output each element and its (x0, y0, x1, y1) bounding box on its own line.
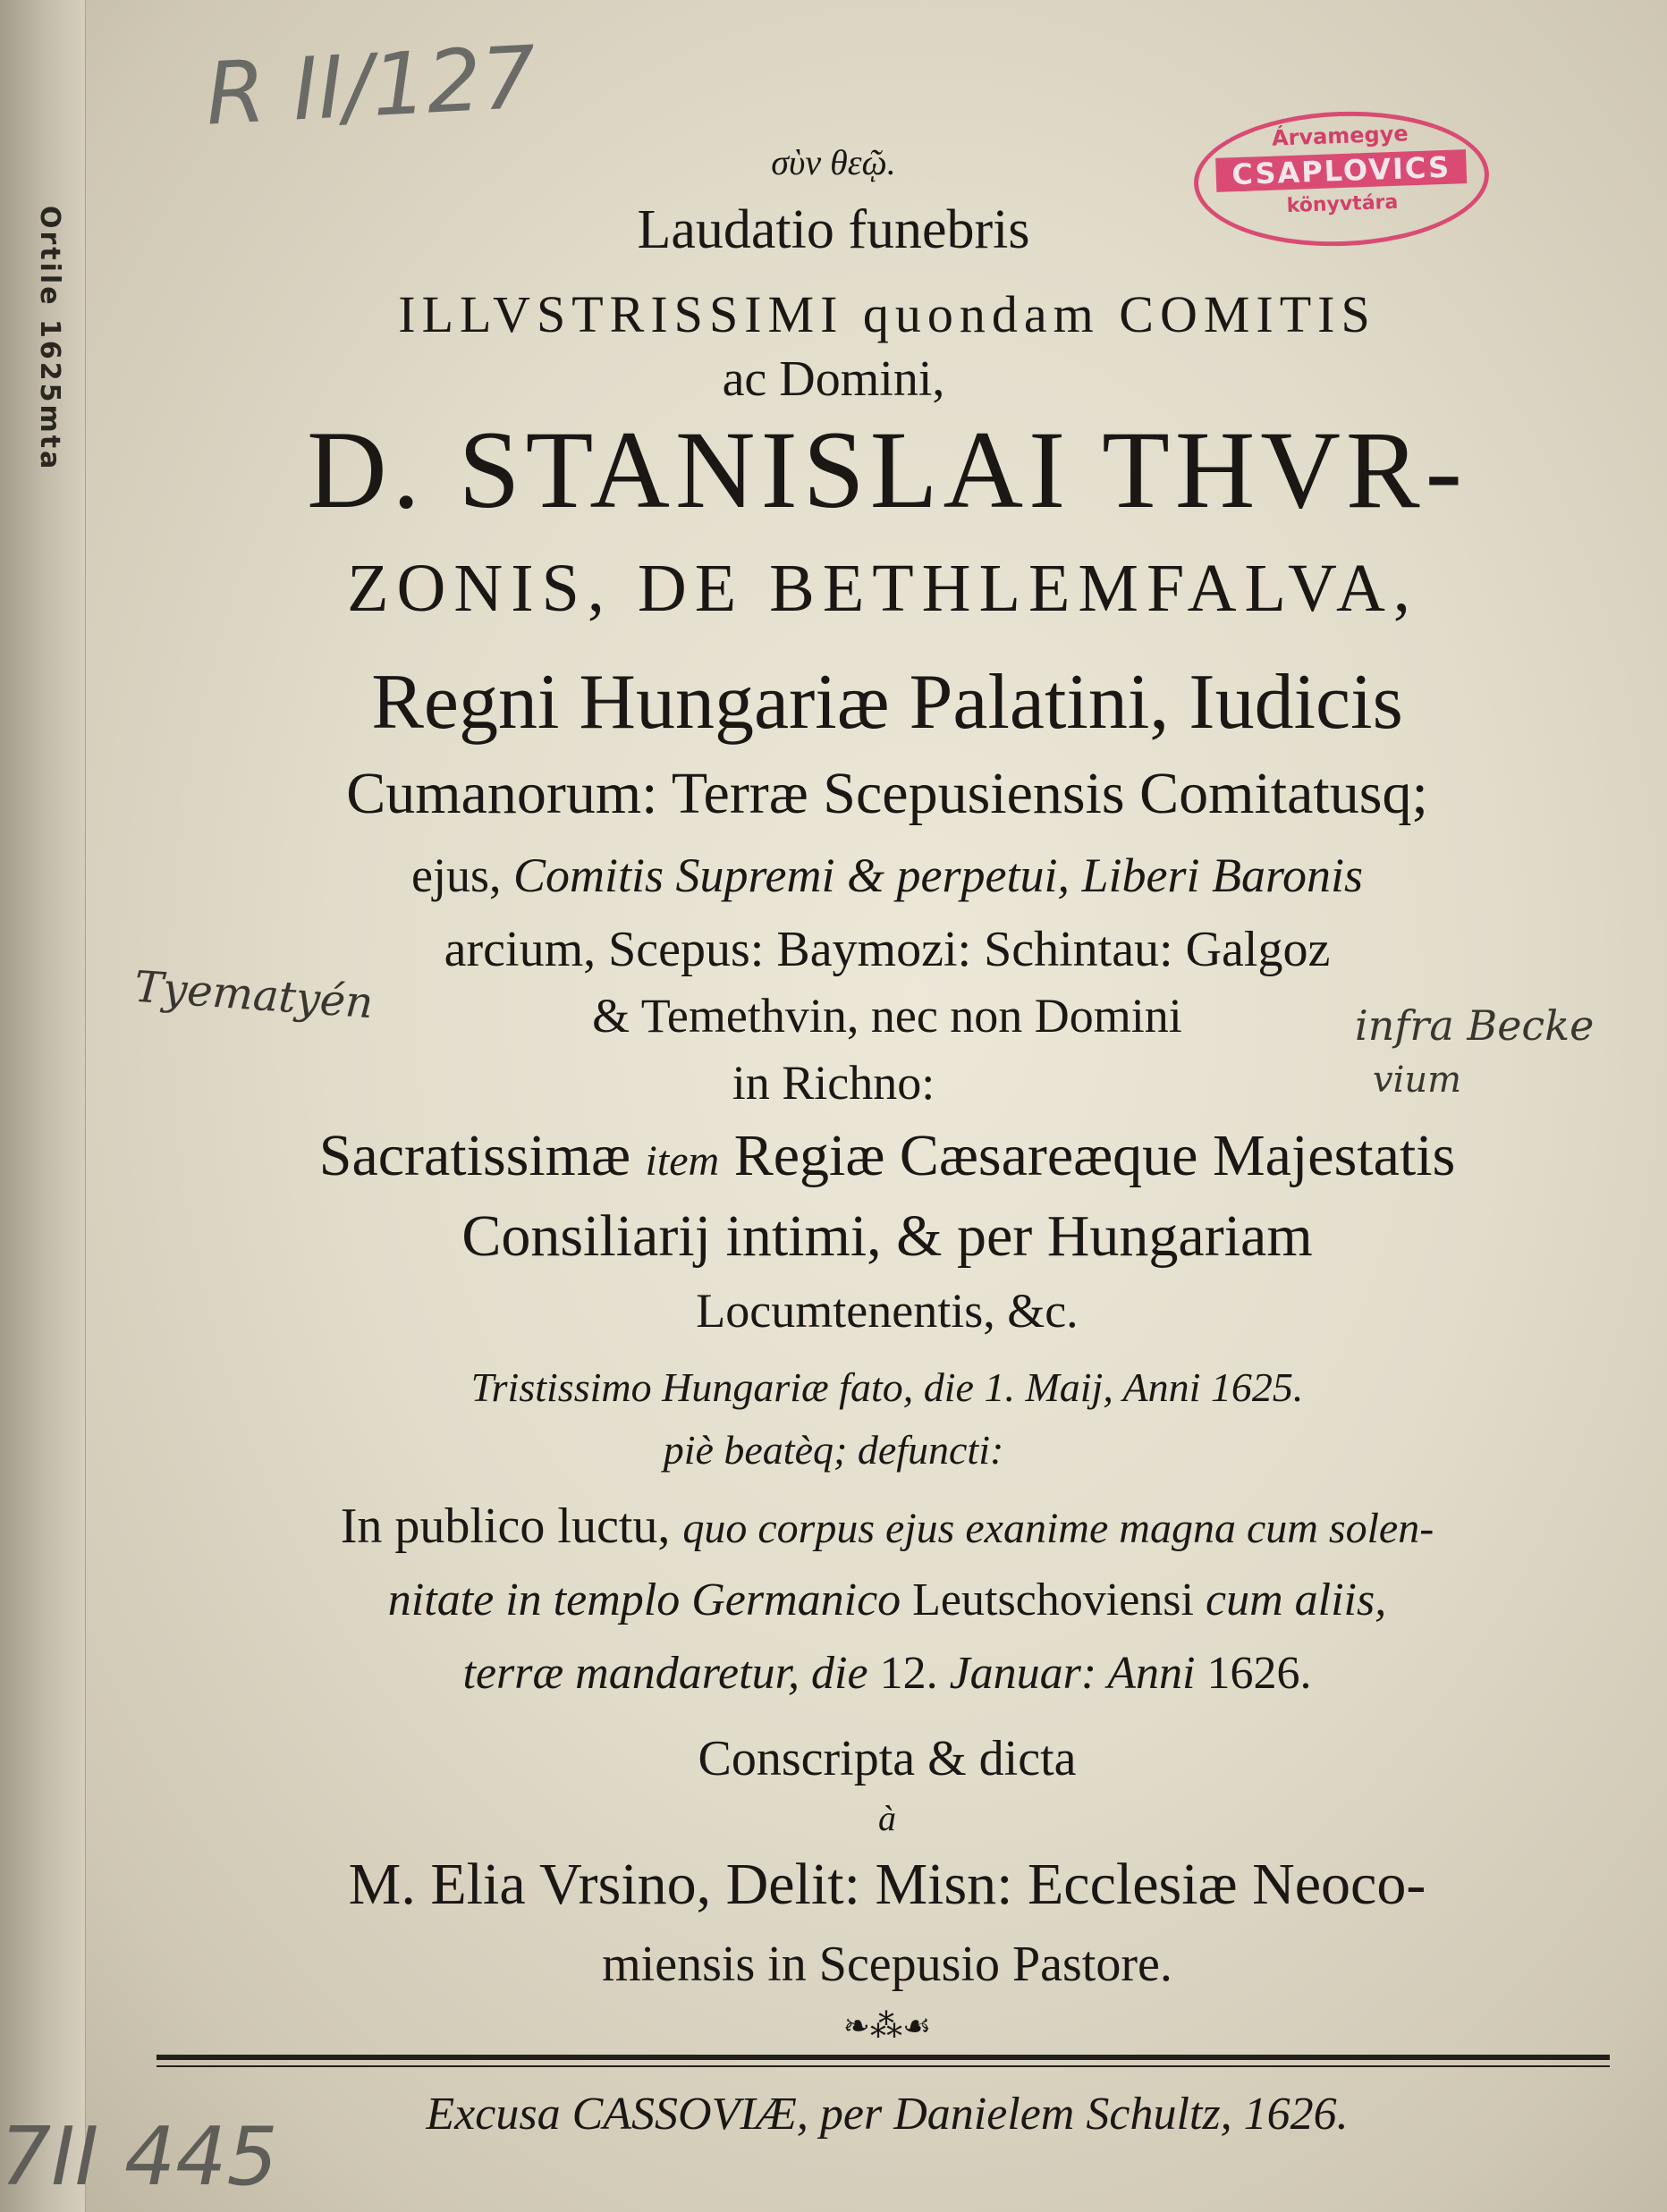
title-line-18a: nitate in templo Germanico (387, 1575, 901, 1625)
title-line-9: arcium, Scepus: Baymozi: Schintau: Galgoz (444, 922, 1331, 977)
title-line-14: Locumtenentis, &c. (696, 1284, 1079, 1338)
stamp-line-2: CSAPLOVICS (1215, 149, 1467, 192)
title-line-21: à (878, 1798, 896, 1838)
title-name-line-2: ZONIS, DE BETHLEMFALVA, (347, 551, 1418, 626)
title-line-8 (54, 848, 1667, 903)
title-line-12b: item (645, 1137, 720, 1185)
title-line-3: ac Domini, (722, 351, 945, 407)
marginal-note-right-1: infra Becke (1355, 1001, 1595, 1050)
imprint-rule-thin (157, 2065, 1610, 2067)
title-line-15: Tristissimo Hungariæ fato, die 1. Maij, Anni 1625. (470, 1364, 1304, 1410)
ornament: ❧⁂☙ (842, 2008, 932, 2044)
title-line-20: Conscripta & dicta (698, 1731, 1077, 1786)
title-line-1: Laudatio funebris (637, 199, 1030, 260)
title-line-13: Consiliarij intimi, & per Hungariam (461, 1203, 1313, 1269)
title-line-10: & Temethvin, nec non Domini (592, 989, 1182, 1043)
title-line-8b: Comitis Supremi & perpetui, Liberi Baronis (512, 848, 1363, 902)
marginal-note-right-2: vium (1373, 1060, 1462, 1101)
imprint-rule-thick (157, 2055, 1610, 2060)
title-line-12a: Sacratissimæ (318, 1123, 631, 1188)
title-line-16: piè beatèq; defuncti: (663, 1427, 1004, 1473)
motto: σὺν θεῷ. (771, 142, 896, 182)
author-line-2: miensis in Scepusio Pastore. (602, 1937, 1172, 1992)
stamp-line-1: Árvamegye (1271, 121, 1409, 151)
title-line-2: ILLVSTRISSIMI quondam COMITIS (398, 285, 1376, 343)
title-line-17a: In publico luctu, (340, 1499, 671, 1554)
marginal-note-left: Tyematyén (132, 961, 376, 1029)
title-line-6: Regni Hungariæ Palatini, Iudicis (371, 659, 1403, 746)
title-line-12 (54, 1122, 1667, 1190)
spine-label: Ortile 1625mta (34, 206, 65, 472)
title-line-19b: 12. (879, 1648, 938, 1699)
title-line-19 (54, 1647, 1667, 1700)
shelfmark-top: R II/127 (203, 27, 539, 145)
title-line-17b: quo corpus ejus exanime magna cum solen- (682, 1505, 1434, 1552)
title-line-18c: cum aliis, (1205, 1575, 1387, 1625)
title-line-19a: terræ mandaretur, die (462, 1648, 868, 1699)
title-line-17 (54, 1498, 1667, 1555)
title-line-18b: Leutschoviensi (912, 1575, 1194, 1625)
title-line-12c: Regiæ Cæsareæque Majestatis (733, 1123, 1456, 1188)
title-line-19c: Januar: Anni (949, 1648, 1196, 1699)
imprint: Excusa CASSOVIÆ, per Danielem Schultz, 1626. (426, 2089, 1349, 2140)
title-line-7: Cumanorum: Terræ Scepusiensis Comitatusq; (346, 761, 1428, 826)
title-line-19d: 1626. (1206, 1648, 1312, 1699)
title-line-8a: ejus, (410, 848, 502, 902)
title-line-11: in Richno: (732, 1056, 935, 1110)
title-name-line-1: D. STANISLAI THVR- (307, 409, 1468, 531)
stamp-line-3: könyvtára (1286, 190, 1399, 218)
author-line-1: M. Elia Vrsino, Delit: Misn: Ecclesiæ Neoco- (348, 1852, 1426, 1917)
shelfmark-bottom: 7II 445 (0, 2110, 278, 2204)
title-line-18 (54, 1574, 1667, 1626)
